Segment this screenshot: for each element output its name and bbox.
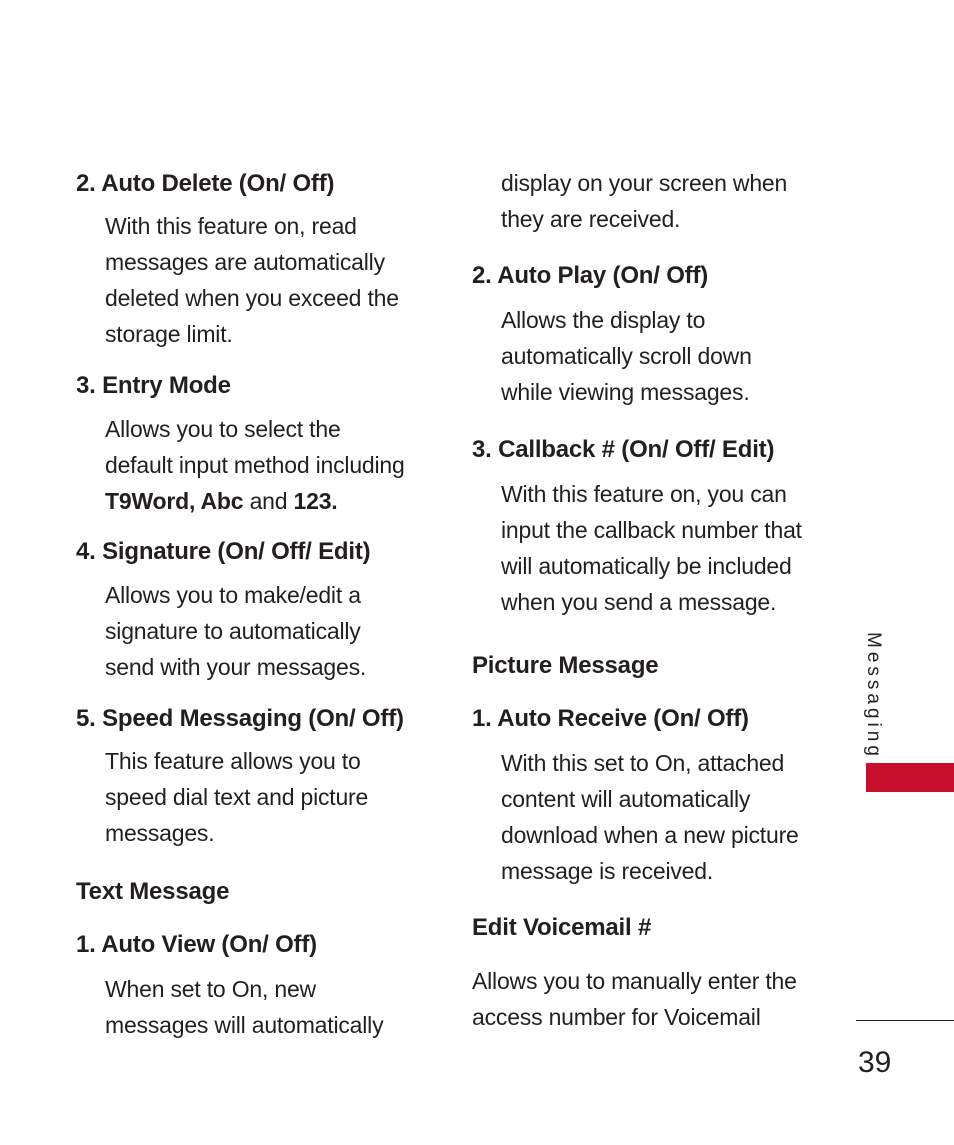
footer-divider xyxy=(856,1020,954,1021)
side-tab-accent-bar xyxy=(866,763,954,792)
side-tab-label: Messaging xyxy=(863,632,884,760)
callback-description: With this feature on, you can input the callback number that will automatically be included when you send a message. xyxy=(501,481,802,615)
signature-heading: 4. Signature (On/ Off/ Edit) xyxy=(76,538,371,565)
entry-mode-numeric-bold: 123. xyxy=(293,488,338,514)
auto-receive-description: With this set to On, attached content will automatically download when a new picture message is received. xyxy=(501,750,799,884)
auto-view-description-continued: display on your screen when they are received. xyxy=(501,170,788,232)
picture-message-section-title: Picture Message xyxy=(472,652,659,679)
signature-description: Allows you to make/edit a signature to automatically send with your messages. xyxy=(105,582,367,680)
callback-heading: 3. Callback # (On/ Off/ Edit) xyxy=(472,436,775,463)
auto-delete-description: With this feature on, read messages are automatically deleted when you exceed the storage limit. xyxy=(105,213,399,347)
auto-view-heading: 1. Auto View (On/ Off) xyxy=(76,931,317,958)
auto-receive-heading: 1. Auto Receive (On/ Off) xyxy=(472,705,749,732)
entry-mode-methods-line: T9Word, Abc and 123. xyxy=(105,488,338,514)
auto-play-heading: 2. Auto Play (On/ Off) xyxy=(472,262,709,289)
speed-messaging-description: This feature allows you to speed dial text and picture messages. xyxy=(105,748,369,846)
edit-voicemail-section-title: Edit Voicemail # xyxy=(472,914,652,941)
auto-play-description: Allows the display to automatically scroll down while viewing messages. xyxy=(501,307,752,405)
edit-voicemail-description: Allows you to manually enter the access number for Voicemail xyxy=(472,968,797,1030)
auto-delete-heading: 2. Auto Delete (On/ Off) xyxy=(76,170,335,197)
speed-messaging-heading: 5. Speed Messaging (On/ Off) xyxy=(76,705,404,732)
entry-mode-description: Allows you to select the default input method including T9Word, Abc and 123. xyxy=(105,411,405,519)
entry-mode-heading: 3. Entry Mode xyxy=(76,372,231,399)
text-message-section-title: Text Message xyxy=(76,878,230,905)
auto-view-description: When set to On, new messages will automatically xyxy=(105,976,384,1038)
page-number: 39 xyxy=(858,1046,892,1079)
entry-mode-methods-bold: T9Word, Abc xyxy=(105,488,244,514)
